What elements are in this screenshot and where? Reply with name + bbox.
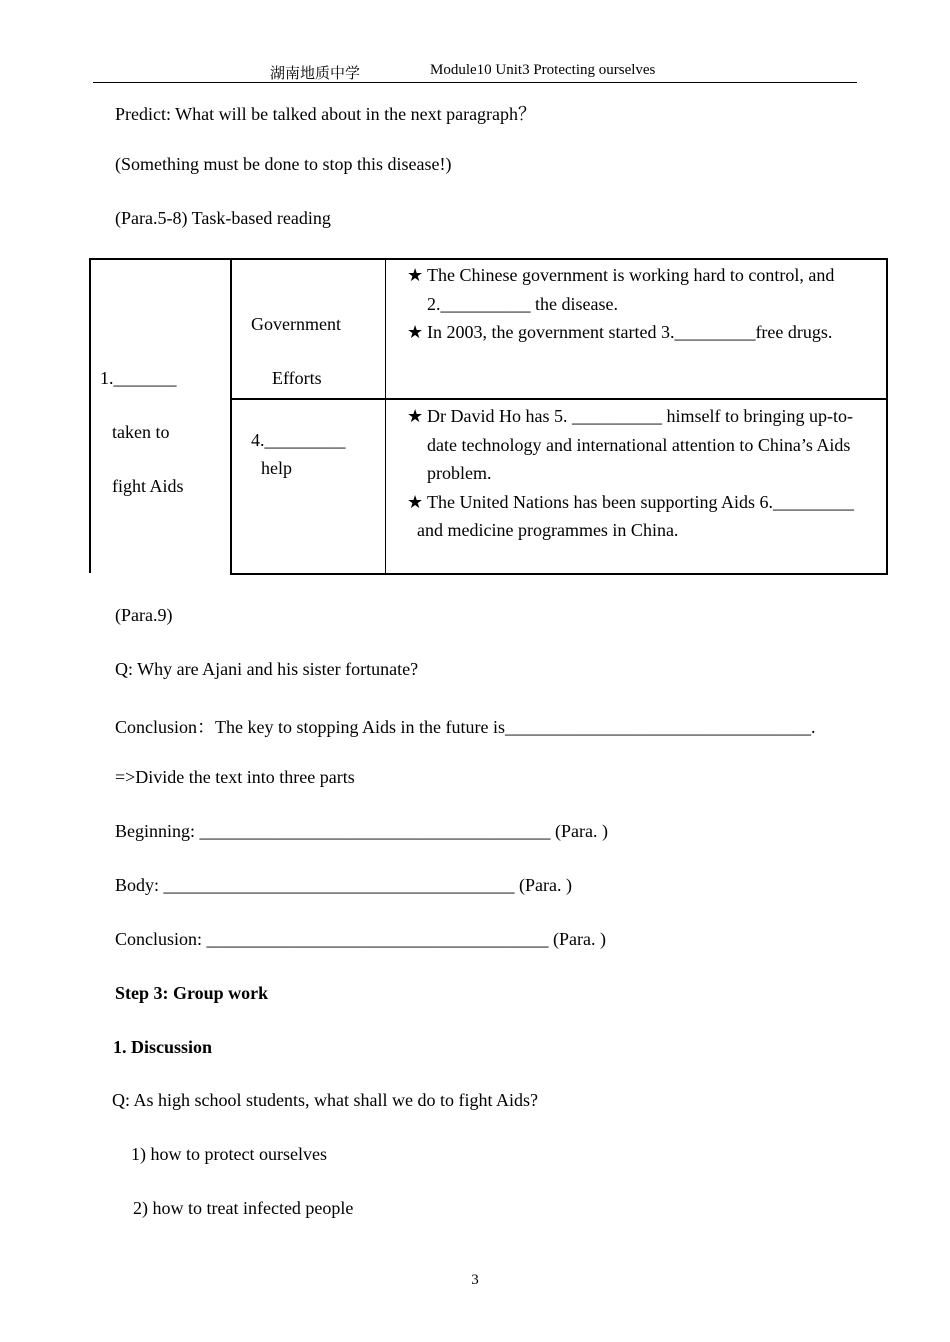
government-efforts-list: ★ The Chinese government is working hard to control, and 2.__________ the disease. ★ In 2003, the government started 3._________free drugs. (407, 261, 882, 347)
help-blank: 4._________ (251, 430, 346, 450)
task-heading: (Para.5-8) Task-based reading (115, 208, 331, 228)
para9-question: Q: Why are Ajani and his sister fortunate? (115, 659, 419, 679)
divide-title: =>Divide the text into three parts (115, 767, 355, 787)
list-item: ★ The United Nations has been supporting Aids 6._________ (407, 488, 882, 517)
divide-conclusion: Conclusion: ______________________________________ (Para. ) (115, 929, 606, 949)
measures-taken-to: taken to (112, 422, 170, 442)
para9-conclusion: Conclusion：The key to stopping Aids in the future is__________________________________. (115, 717, 816, 737)
predict-answer: (Something must be done to stop this disease!) (115, 154, 452, 174)
list-item: ★ In 2003, the government started 3._________free drugs. (407, 318, 882, 347)
discussion-item-1: 1) how to protect ourselves (131, 1144, 327, 1164)
header-divider (93, 82, 857, 83)
government-label: Government (251, 314, 341, 334)
module-title: Module10 Unit3 Protecting ourselves (430, 62, 656, 78)
page-number: 3 (471, 1272, 479, 1288)
discussion-heading: 1. Discussion (113, 1037, 213, 1057)
list-item: ★ The Chinese government is working hard to control, and (407, 261, 882, 290)
para9-label: (Para.9) (115, 605, 173, 625)
step3-title: Step 3: Group work (115, 983, 269, 1003)
discussion-item-2: 2) how to treat infected people (133, 1198, 354, 1218)
divide-beginning: Beginning: _______________________________________ (Para. ) (115, 821, 608, 841)
list-item: ★ Dr David Ho has 5. __________ himself to bringing up-to- (407, 402, 882, 431)
star-icon: ★ (407, 406, 424, 426)
page-header (0, 62, 950, 82)
task-table (89, 258, 888, 575)
efforts-label: Efforts (272, 368, 322, 388)
star-icon: ★ (407, 265, 424, 285)
star-icon: ★ (407, 491, 424, 512)
predict-question: Predict: What will be talked about in the next paragraph？ (115, 104, 537, 124)
measures-fight-aids: fight Aids (112, 476, 184, 496)
divide-body: Body: _______________________________________ (Para. ) (115, 875, 572, 895)
discussion-question: Q: As high school students, what shall we do to fight Aids? (112, 1090, 538, 1110)
measures-blank: 1._______ (100, 368, 177, 388)
international-efforts-list: ★ Dr David Ho has 5. __________ himself to bringing up-to- date technology and international attention to China’s Aids problem. ★ The United Nations has been supporting Aids 6._________ and medicine programmes in China. (407, 402, 882, 545)
school-name: 湖南地质中学 (270, 66, 361, 82)
star-icon: ★ (407, 322, 424, 342)
help-label: help (261, 458, 292, 478)
